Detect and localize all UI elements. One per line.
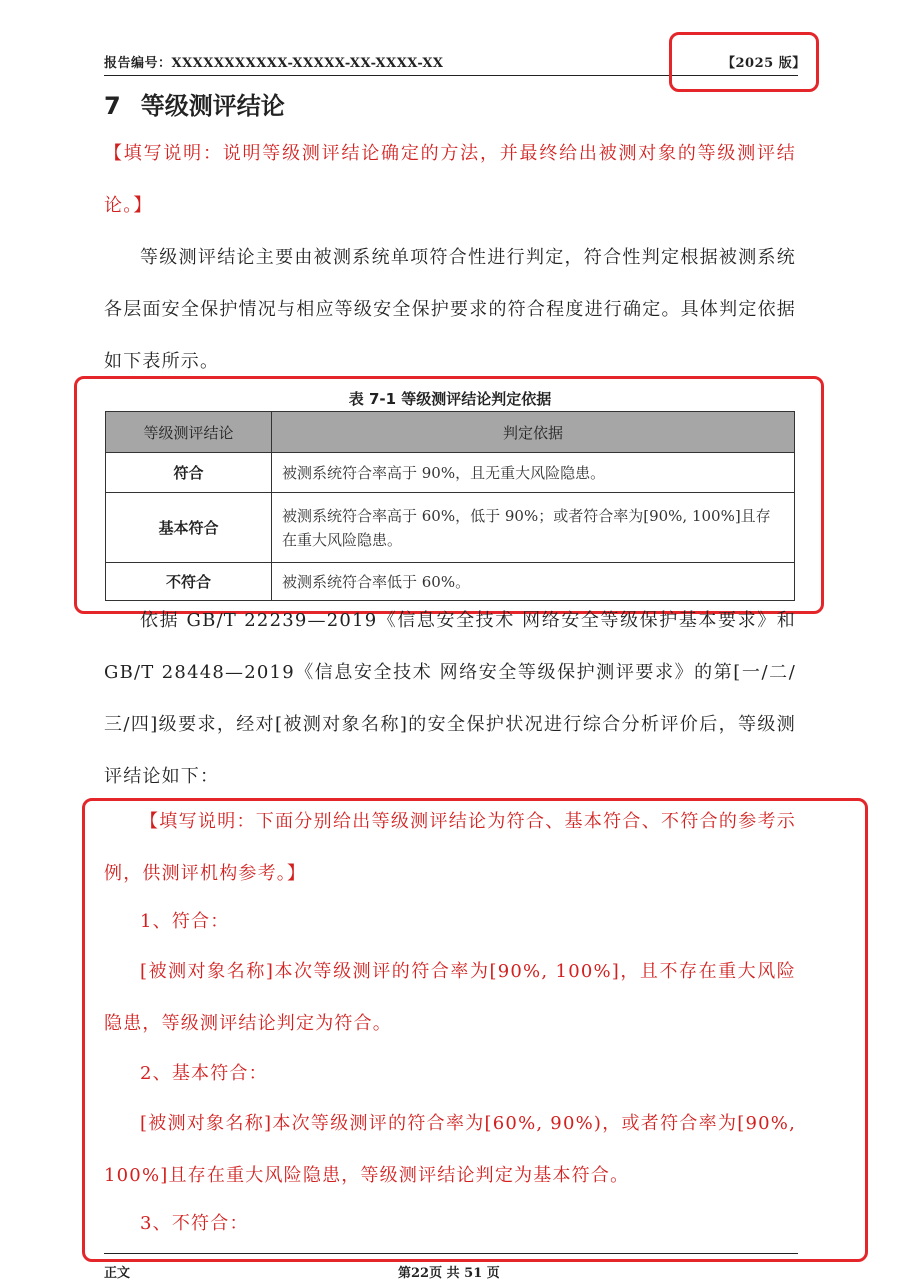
- table-cell-conclusion: 符合: [106, 453, 272, 493]
- table-cell-basis: 被测系统符合率高于 60%，低于 90%；或者符合率为[90%, 100%]且存在重大风险隐患。: [272, 493, 795, 563]
- example-1-title: 1、符合：: [140, 911, 230, 932]
- table-cell-conclusion: 不符合: [106, 563, 272, 601]
- example-3-title: 3、不符合：: [140, 1213, 249, 1234]
- table-highlight-box: [74, 376, 824, 614]
- table-caption: 表 7-1 等级测评结论判定依据: [348, 390, 552, 408]
- version-label: 【2025 版】: [722, 56, 806, 71]
- footer-page-info: 第22页 共 51 页: [398, 1266, 500, 1281]
- basis-paragraph: 依据 GB/T 22239—2019《信息安全技术 网络安全等级保护基本要求》和GB/T 28448—2019《信息安全技术 网络安全等级保护测评要求》的第[一/二/三/四]级要求，经对[被测对象名称]的安全保护状况进行综合分析评价后，等级测评结论如下：: [104, 610, 796, 787]
- example-1-text: [被测对象名称]本次等级测评的符合率为[90%, 100%]，且不存在重大风险隐患，等级测评结论判定为符合。: [104, 961, 796, 1034]
- table-header-conclusion: 等级测评结论: [106, 412, 272, 453]
- footer-section-label: 正文: [104, 1266, 131, 1281]
- table-cell-basis: 被测系统符合率低于 60%。: [272, 563, 795, 601]
- example-2-title: 2、基本符合：: [140, 1063, 268, 1084]
- example-2-text: [被测对象名称]本次等级测评的符合率为[60%, 90%)，或者符合率为[90%, 100%]且存在重大风险隐患，等级测评结论判定为基本符合。: [104, 1113, 796, 1186]
- examples-highlight-box: [82, 798, 868, 1262]
- table-cell-conclusion: 基本符合: [106, 493, 272, 563]
- section-heading: [104, 86, 285, 121]
- fill-instruction-note: 【填写说明：说明等级测评结论确定的方法，并最终给出被测对象的等级测评结论。】: [104, 143, 796, 216]
- section-number: 7: [104, 92, 121, 120]
- report-number: 报告编号：XXXXXXXXXXX-XXXXX-XX-XXXX-XX: [104, 56, 444, 71]
- examples-note: 【填写说明：下面分别给出等级测评结论为符合、基本符合、不符合的参考示例，供测评机构参考。】: [104, 811, 796, 884]
- section-title: 等级测评结论: [140, 92, 285, 120]
- footer-divider: [104, 1253, 798, 1254]
- intro-paragraph: 等级测评结论主要由被测系统单项符合性进行判定，符合性判定根据被测系统各层面安全保护情况与相应等级安全保护要求的符合程度进行确定。具体判定依据如下表所示。: [104, 247, 796, 372]
- table-header-basis: 判定依据: [272, 412, 795, 453]
- table-cell-basis: 被测系统符合率高于 90%，且无重大风险隐患。: [272, 453, 795, 493]
- version-highlight-box: [669, 32, 819, 92]
